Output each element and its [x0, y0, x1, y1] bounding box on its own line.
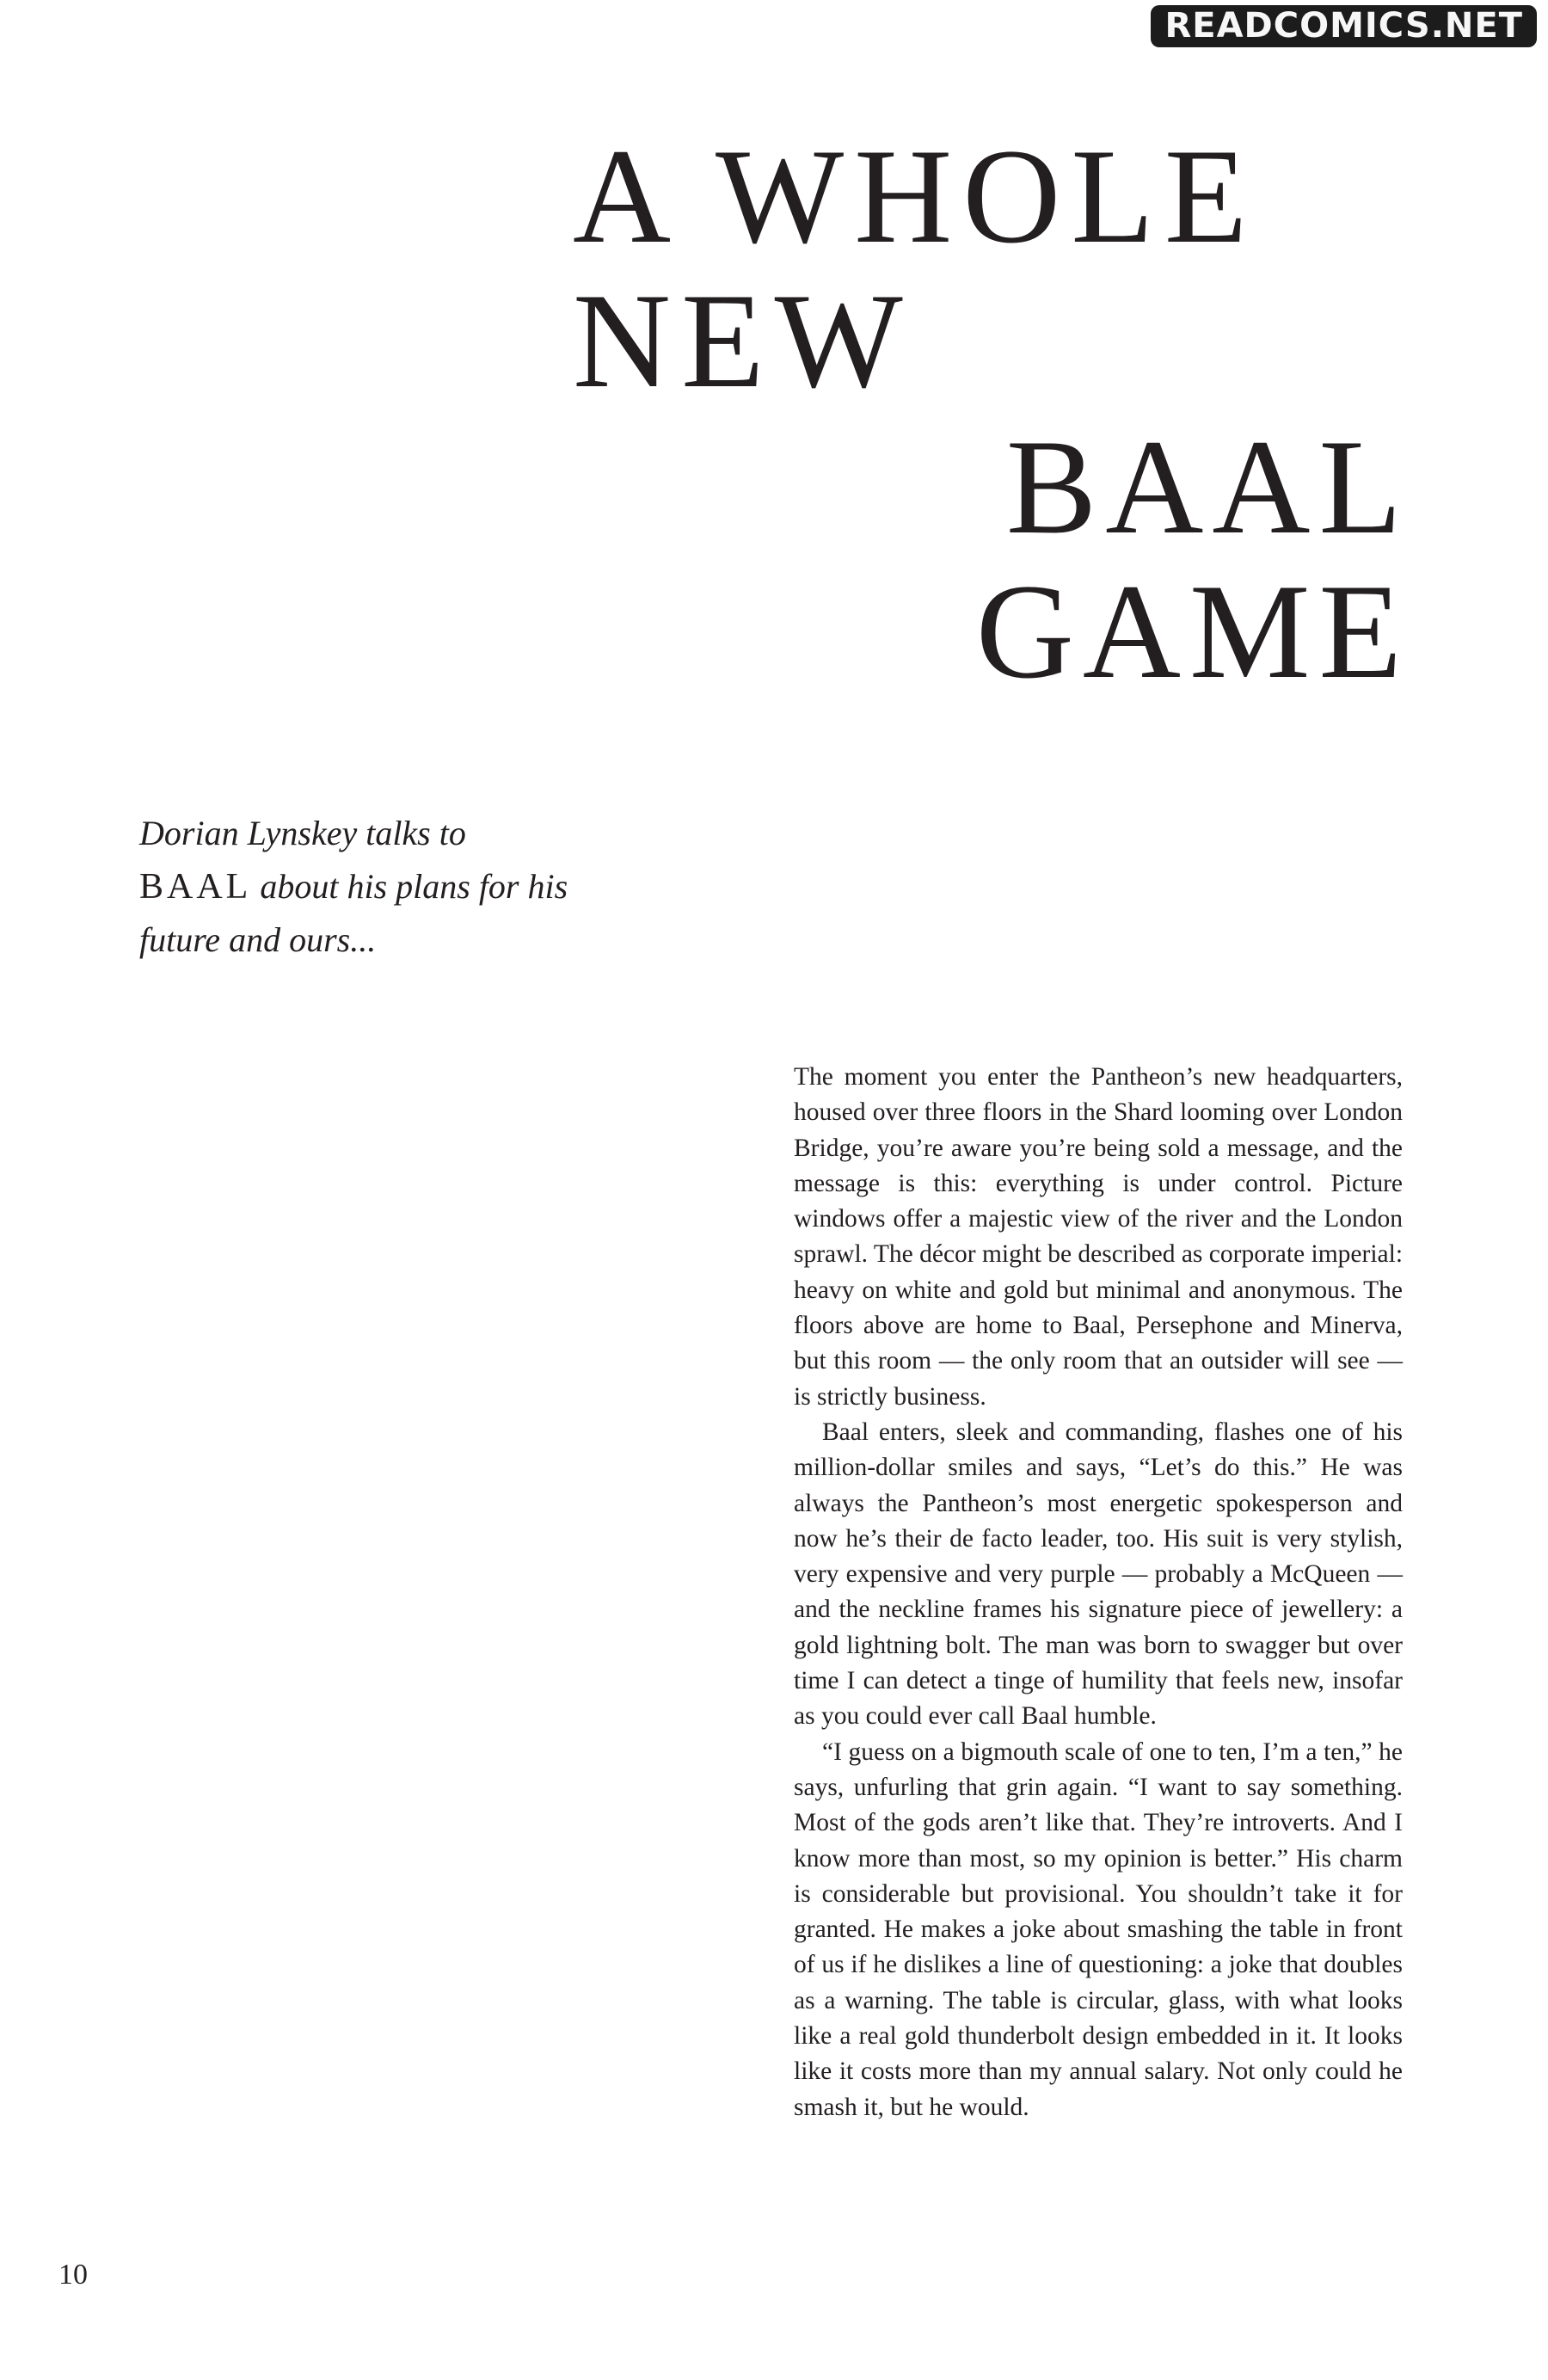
- page-number: 10: [58, 2259, 88, 2291]
- article-paragraph-2: Baal enters, sleek and commanding, flashes one of his million-dollar smiles and says, “Let’s do this.” He was always the Pantheon’s most energetic spokesperson and now he’s their de facto leader, too. His suit is very stylish, very expensive and very purple — probably a McQueen — and the neckline frames his signature piece of jewellery: a gold lightning bolt. The man was born to swagger but over time I can detect a tinge of humility that feels new, insofar as you could ever call Baal humble.: [794, 1418, 1403, 1731]
- standfirst-subject-name: BAAL: [139, 867, 252, 907]
- article-body: [794, 1060, 1403, 2125]
- standfirst: [139, 807, 604, 967]
- site-watermark-logo: READCOMICS.NET: [1151, 5, 1537, 47]
- article-paragraph-1: The moment you enter the Pantheon’s new headquarters, housed over three floors in the Shard looming over London Bridge, you’re aware you’re being sold a message, and the message is this: everything is under control. Picture windows offer a majestic view of the river and the London sprawl. The décor might be described as corporate imperial: heavy on white and gold but minimal and anonymous. The floors above are home to Baal, Persephone and Minerva, but this room — the only room that an outsider will see — is strictly business.: [794, 1063, 1404, 1411]
- standfirst-tail: about his plans for his future and ours...: [139, 867, 568, 959]
- standfirst-lead: Dorian Lynskey talks to: [139, 814, 466, 852]
- headline-line-1: A WHOLE: [573, 121, 1258, 272]
- article-paragraph-3: “I guess on a bigmouth scale of one to ten, I’m a ten,” he says, unfurling that grin again. “I want to say something. Most of the gods aren’t like that. They’re introverts. And I know more than most, so my opinion is better.” His charm is considerable but provisional. You shouldn’t take it for granted. He makes a joke about smashing the table in front of us if he dislikes a line of questioning: a joke that doubles as a warning. The table is circular, glass, with what looks like a real gold thunderbolt design embedded in it. It looks like it costs more than my annual salary. Not only could he smash it, but he would.: [794, 1737, 1403, 2121]
- headline-line-3: BAAL: [1005, 412, 1410, 563]
- headline-line-2: NEW: [573, 266, 913, 416]
- headline-line-4: GAME: [975, 557, 1410, 707]
